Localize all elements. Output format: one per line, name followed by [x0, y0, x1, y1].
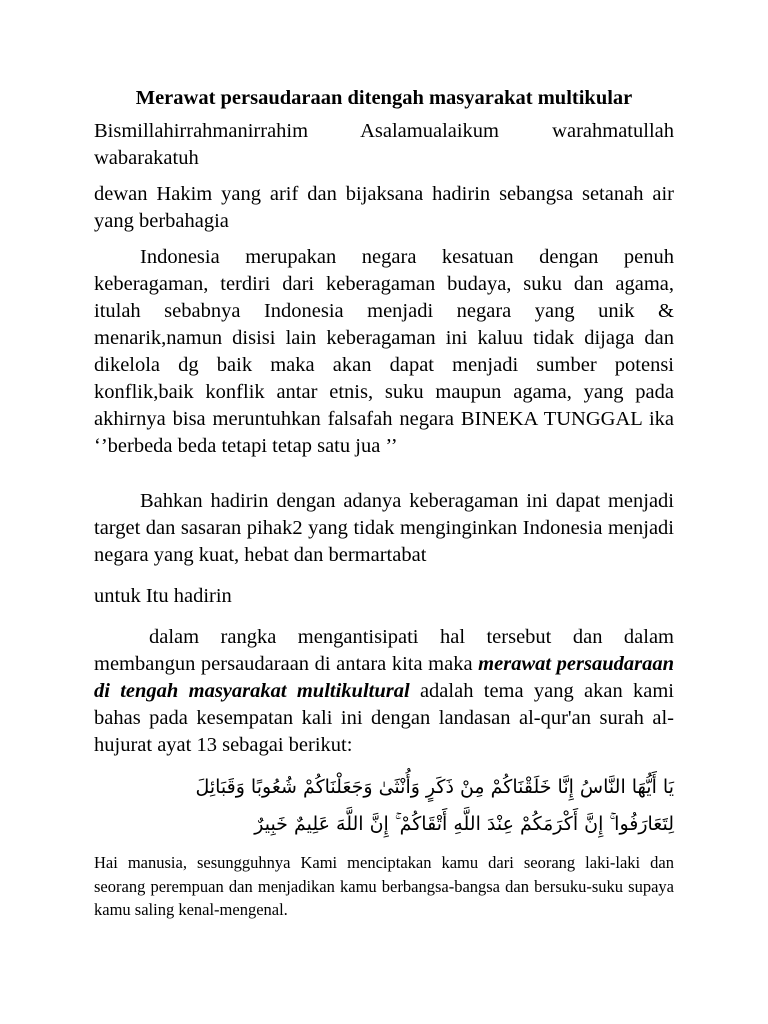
- paragraph-theme-end: adalah tema yang akan kami bahas pada kesempatan kali ini dengan landasan al-qur'an surah al-hujurat ayat 13 sebagai berikut:: [94, 680, 674, 756]
- quran-verse-line-2: لِتَعَارَفُوا ۚ إِنَّ أَكْرَمَكُمْ عِنْدَ اللَّهِ أَتْقَاكُمْ ۚ إِنَّ اللَّهَ عَلِيمٌ خَبِيرٌ: [254, 813, 674, 835]
- address-paragraph: dewan Hakim yang arif dan bijaksana hadirin sebangsa setanah air yang berbahagia: [94, 183, 674, 232]
- quran-verse-line-1: يَا أَيُّهَا النَّاسُ إِنَّا خَلَقْنَاكُمْ مِنْ ذَكَرٍ وَأُنْثَىٰ وَجَعَلْنَاكُمْ شُعُوبًا وَقَبَائِلَ: [195, 776, 674, 798]
- quran-verse: [94, 769, 674, 843]
- document-page: [94, 84, 674, 922]
- paragraph-bahkan: Bahkan hadirin dengan adanya keberagaman ini dapat menjadi target dan sasaran pihak2 yang tidak menginginkan Indonesia menjadi negara yang kuat, hebat dan bermartabat: [94, 490, 674, 566]
- document-title: Merawat persaudaraan ditengah masyarakat multikular: [135, 87, 633, 109]
- theme-emphasis: merawat persaudaraan di tengah masyarakat multikultural: [94, 653, 674, 702]
- greeting-paragraph: Bismillahirrahmanirrahim Asalamualaikum warahmatullah wabarakatuh: [94, 120, 674, 169]
- paragraph-indonesia: Indonesia merupakan negara kesatuan dengan penuh keberagaman, terdiri dari keberagaman budaya, suku dan agama, itulah sebabnya Indonesia menjadi negara yang unik & menarik,namun disisi lain keberagaman ini kaluu tidak dijaga dan dikelola dg baik maka akan dapat menjadi sumber potensi konflik,baik konflik antar etnis, suku maupun agama, yang pada akhirnya bisa meruntuhkan falsafah negara BINEKA TUNGGAL ika ‘’berbeda beda tetapi tetap satu jua ’’: [94, 246, 674, 457]
- paragraph-theme-start: dalam rangka mengantisipati hal tersebut dan dalam membangun persaudaraan di antara kita maka: [94, 626, 674, 675]
- paragraph-theme: [94, 624, 674, 759]
- verse-translation: Hai manusia, sesungguhnya Kami menciptakan kamu dari seorang laki-laki dan seorang perempuan dan menjadikan kamu berbangsa-bangsa dan bersuku-suku supaya kamu saling kenal-mengenal.: [94, 853, 674, 919]
- paragraph-untuk-itu: untuk Itu hadirin: [94, 585, 232, 607]
